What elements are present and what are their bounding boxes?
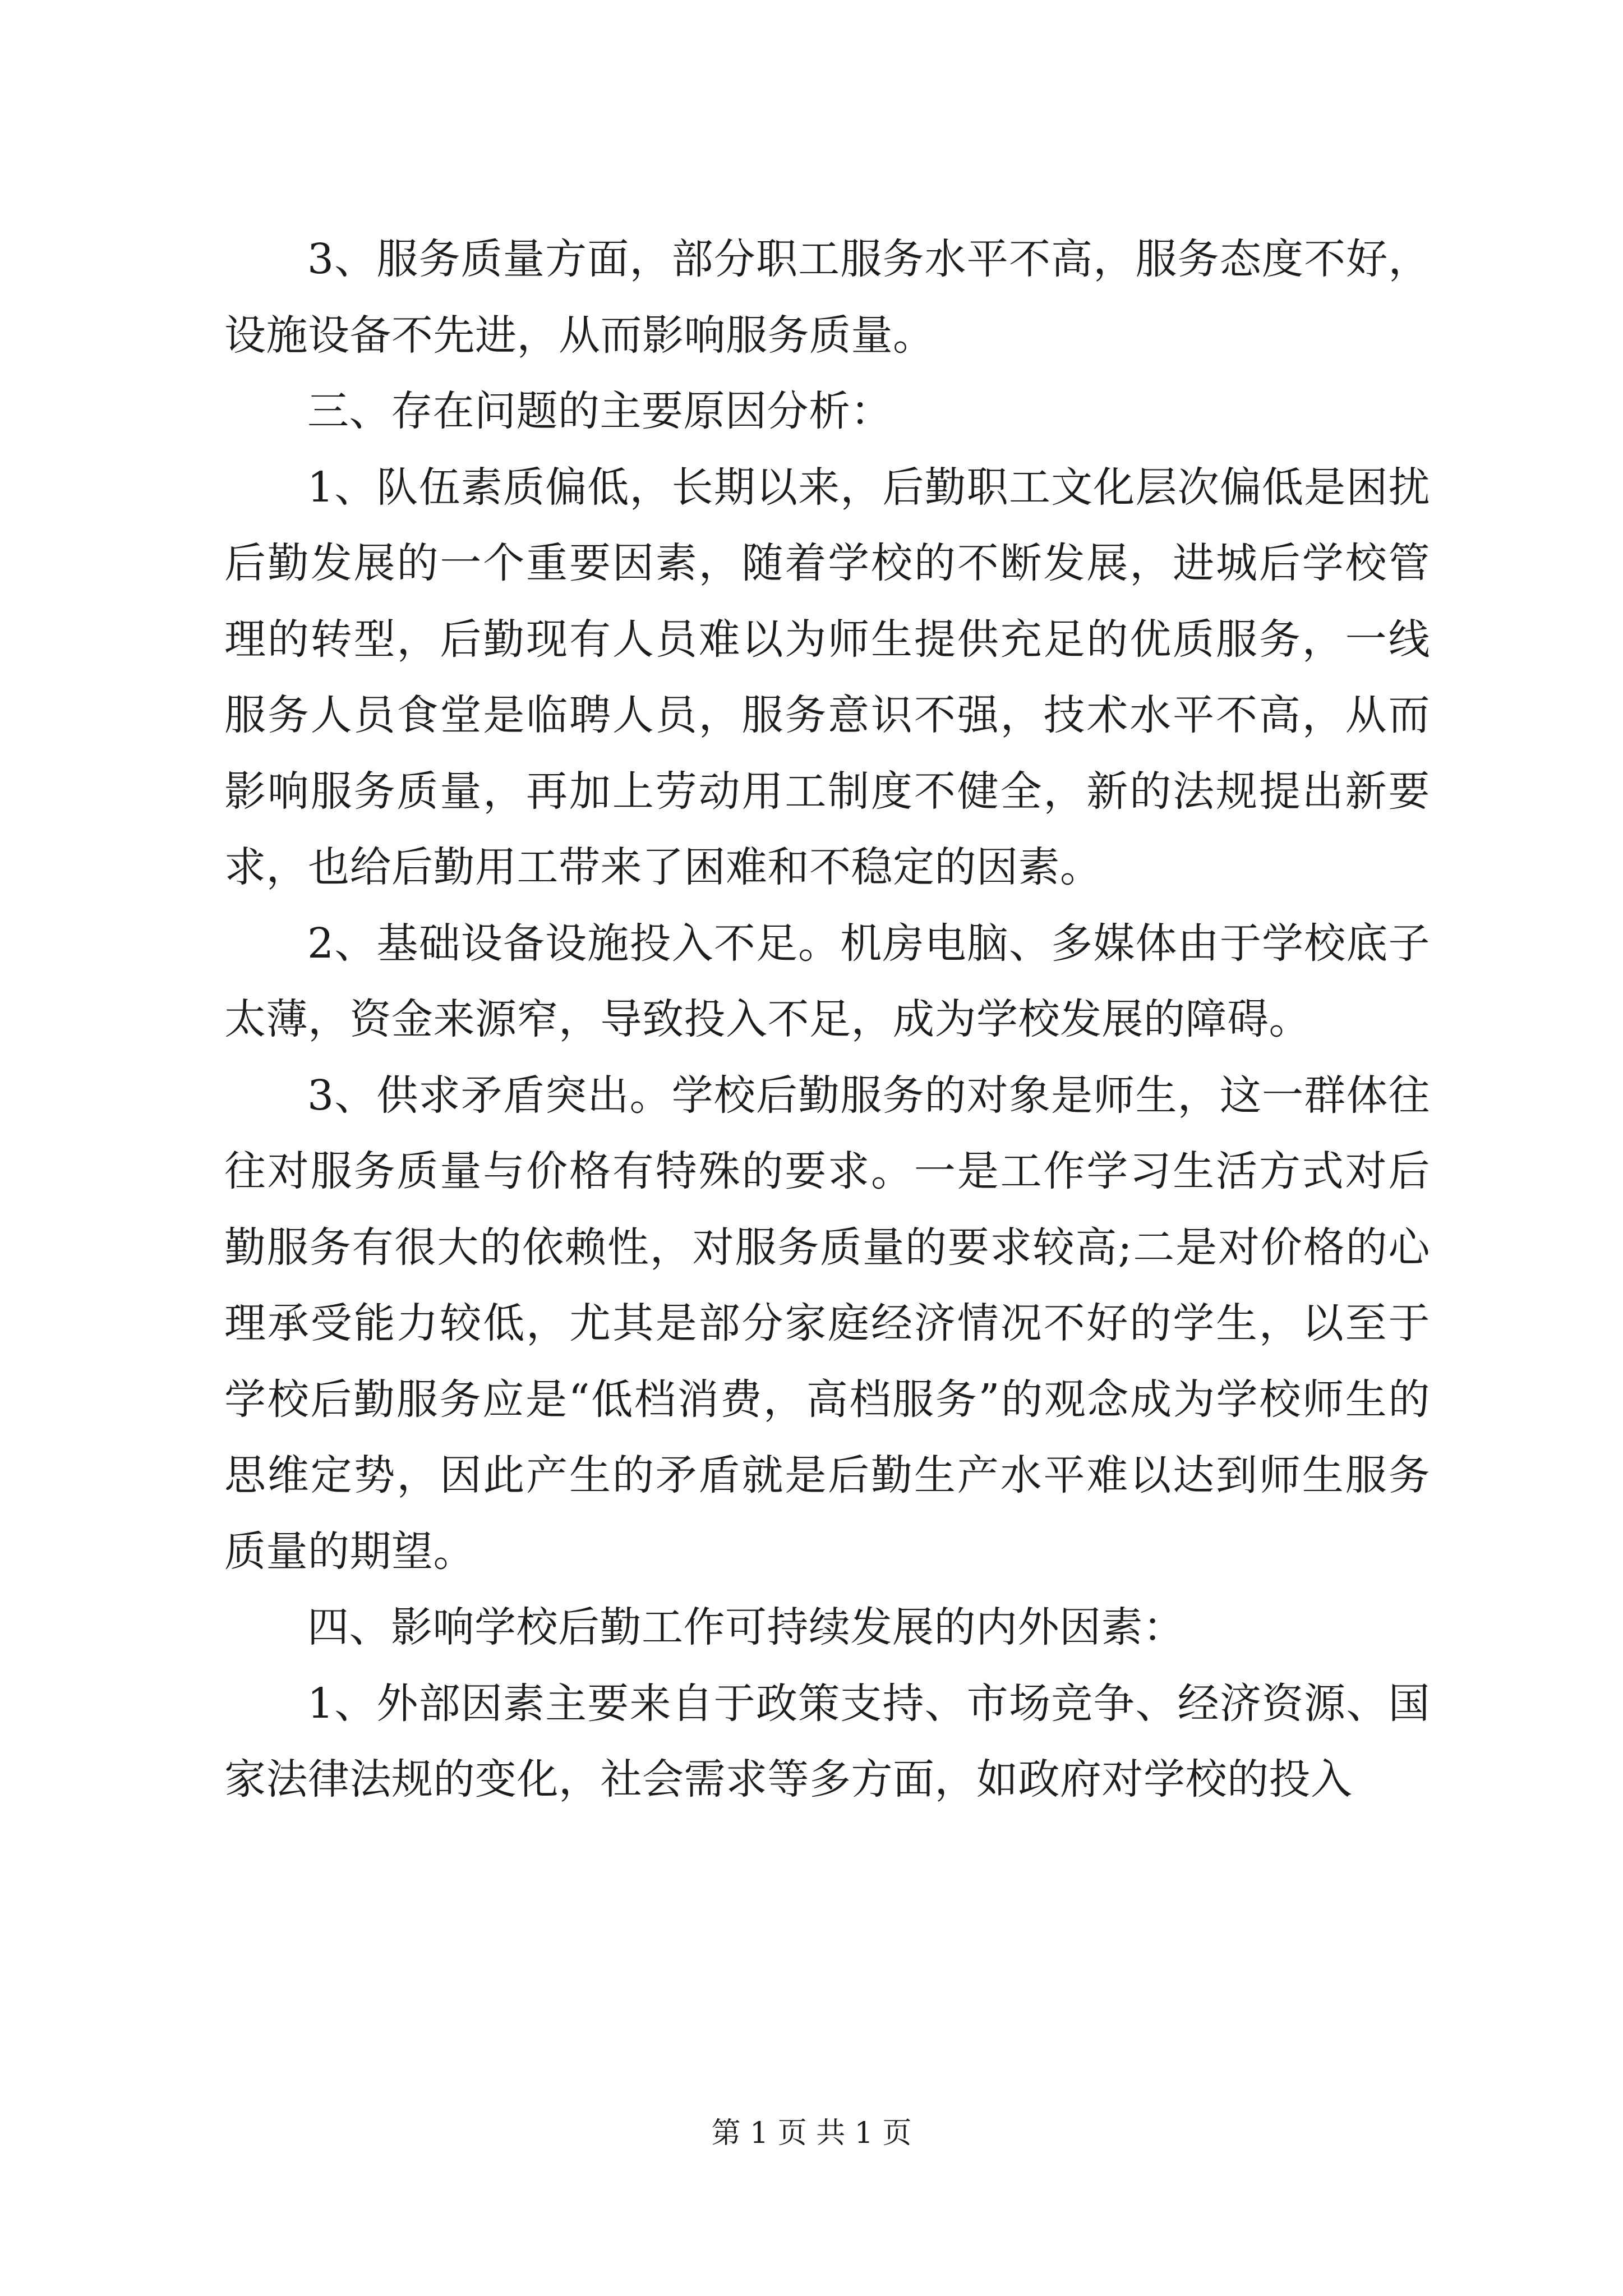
heading-sustainability-factors: 四、影响学校后勤工作可持续发展的内外因素：	[307, 1603, 1185, 1651]
page-footer: 第 1 页 共 1 页	[711, 2116, 912, 2150]
heading-cause-analysis: 三、存在问题的主要原因分析：	[307, 387, 892, 435]
document-body	[224, 222, 1430, 1818]
paragraph-service-quality: 3、服务质量方面，部分职工服务水平不高，服务态度不好，设施设备不先进，从而影响服务质量。	[224, 235, 1430, 360]
paragraph-external-factors: 1、外部因素主要来自于政策支持、市场竞争、经济资源、国家法律法规的变化，社会需求等多方面，如政府对学校的投入	[224, 1679, 1430, 1803]
paragraph-staff-quality: 1、队伍素质偏低，长期以来，后勤职工文化层次偏低是困扰后勤发展的一个重要因素，随着学校的不断发展，进城后学校管理的转型，后勤现有人员难以为师生提供充足的优质服务，一线服务人员食堂是临聘人员，服务意识不强，技术水平不高，从而影响服务质量，再加上劳动用工制度不健全，新的法规提出新要求，也给后勤用工带来了困难和不稳定的因素。	[224, 463, 1430, 891]
paragraph-supply-demand: 3、供求矛盾突出。学校后勤服务的对象是师生，这一群体往往对服务质量与价格有特殊的要求。一是工作学习生活方式对后勤服务有很大的依赖性，对服务质量的要求较高;二是对价格的心理承受能力较低，尤其是部分家庭经济情况不好的学生，以至于学校后勤服务应是“低档消费，高档服务”的观念成为学校师生的思维定势，因此产生的矛盾就是后勤生产水平难以达到师生服务质量的期望。	[224, 1071, 1430, 1576]
paragraph-facility-investment: 2、基础设备设施投入不足。机房电脑、多媒体由于学校底子太薄，资金来源窄，导致投入不足，成为学校发展的障碍。	[224, 919, 1430, 1043]
